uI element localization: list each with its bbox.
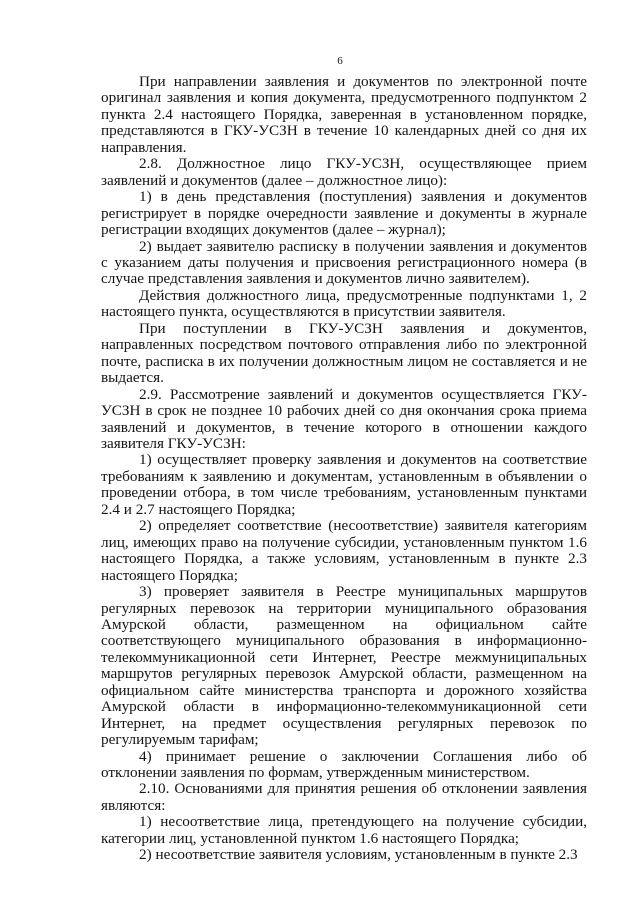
page-number: 6 (337, 55, 343, 67)
paragraph-2-9-item-4: 4) принимает решение о заключении Соглашения либо об отклонении заявления по формам, утвержденным министерством. (101, 747, 587, 782)
paragraph-2-9: 2.9. Рассмотрение заявлений и документов осуществляется ГКУ-УСЗН в срок не позднее 10 рабочих дней со дня окончания срока приема заявлений и документов, в течение которого в отношении каждого заявителя ГКУ-УСЗН: (101, 385, 587, 452)
paragraph-2-9-item-3: 3) проверяет заявителя в Реестре муниципальных маршрутов регулярных перевозок на территории муниципального образования Амурской области, размещенном на официальном сайте соответствующего муниципального образования в информационно-телекоммуникационной сети Интернет, Реестре межмуниципальных маршрутов регулярных перевозок Амурской области, размещенном на официальном сайте министерства транспорта и дорожного хозяйства Амурской области в информационно-телекоммуникационной сети Интернет, на предмет осуществления регулярных перевозок по регулируемым тарифам; (101, 583, 587, 749)
paragraph-receipt-not-issued: При поступлении в ГКУ-УСЗН заявления и документов, направленных посредством почтового отправления либо по электронной почте, расписка в их получении должностным лицом не составляется и не выдается. (101, 319, 587, 387)
paragraph-2-10: 2.10. Основаниями для принятия решения об отклонении заявления являются: (101, 780, 587, 814)
paragraph-2-10-item-1: 1) несоответствие лица, претендующего на получение субсидии, категории лиц, установленной пунктом 1.6 настоящего Порядка; (101, 813, 587, 847)
paragraph-2-8-item-2: 2) выдает заявителю расписку в получении заявления и документов с указанием даты получения и присвоения регистрационного номера (в случае представления заявления и документов лично заявителем). (101, 237, 587, 288)
paragraph-2-10-item-2: 2) несоответствие заявителя условиям, установленным в пункте 2.3 (139, 846, 578, 864)
paragraph-actions-presence: Действия должностного лица, предусмотренные подпунктами 1, 2 настоящего пункта, осуществляются в присутствии заявителя. (101, 286, 587, 321)
paragraph-2-9-item-2: 2) определяет соответствие (несоответствие) заявителя категориям лиц, имеющих право на получение субсидии, установленным пунктом 1.6 настоящего Порядка, а также условиям, установленным в пункте 2.3 настоящего Порядка; (101, 517, 587, 584)
paragraph-2-8: 2.8. Должностное лицо ГКУ-УСЗН, осуществляющее прием заявлений и документов (далее – должностное лицо): (101, 155, 587, 189)
document-body (101, 74, 587, 864)
paragraph-2-9-item-1: 1) осуществляет проверку заявления и документов на соответствие требованиям к заявлению и документам, установленным в объявлении о проведении отбора, в том числе требованиям, установленным пунктами 2.4 и 2.7 настоящего Порядка; (101, 451, 587, 518)
paragraph-2-8-item-1: 1) в день представления (поступления) заявления и документов регистрирует в порядке очередности заявление и документы в журнале регистрации входящих документов (далее – журнал); (101, 188, 587, 239)
paragraph-email-originals: При направлении заявления и документов по электронной почте оригинал заявления и копия документа, предусмотренного подпунктом 2 пункта 2.4 настоящего Порядка, заверенная в установленном порядке, представляются в ГКУ-УСЗН в течение 10 календарных дней со дня их направления. (101, 73, 587, 156)
